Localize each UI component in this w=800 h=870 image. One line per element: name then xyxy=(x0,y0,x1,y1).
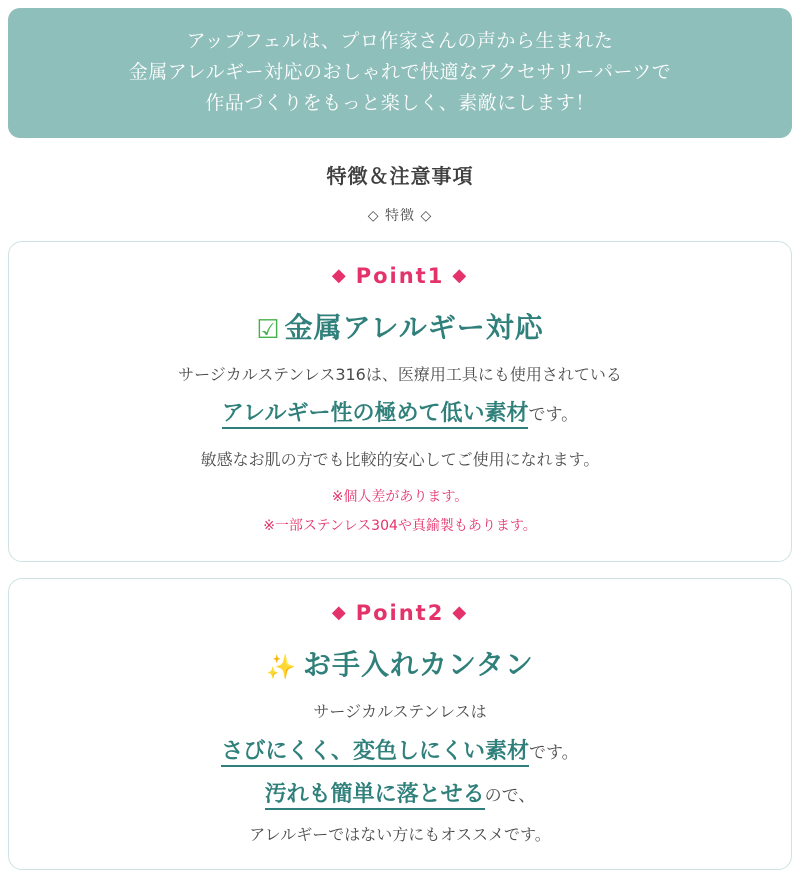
white-check-mark-icon: ☑ xyxy=(256,315,281,346)
point1-line3: 敏感なお肌の方でも比較的安心してご使用になれます。 xyxy=(200,450,600,470)
point1-note-2: ※一部ステンレス304や真鍮製もあります。 xyxy=(263,517,537,534)
point2-highlight-1: さびにくく、変色しにくい素材 xyxy=(221,739,529,767)
point1-label-text: Point1 xyxy=(355,264,445,289)
hero-banner xyxy=(8,8,792,138)
point2-highlight-line-2 xyxy=(25,777,775,808)
point2-headline xyxy=(25,643,775,683)
point2-headline-text: お手入れカンタン xyxy=(303,647,534,681)
point2-label xyxy=(25,601,775,625)
section-title: 特徴＆注意事項 xyxy=(326,164,474,189)
diamond-left-icon: ◆ xyxy=(331,601,348,623)
point2-highlight-2-suffix: ので、 xyxy=(484,785,536,806)
page-root xyxy=(0,8,800,844)
hero-line-2: 金属アレルギー対応のおしゃれで快適なアクセサリーパーツで xyxy=(128,60,672,83)
point1-highlight-suffix: です。 xyxy=(528,404,579,425)
point1-card xyxy=(8,241,792,561)
point2-line1: サージカルステンレスは xyxy=(313,701,487,721)
sparkles-icon: ✨ xyxy=(266,652,297,681)
point1-note-1: ※個人差があります。 xyxy=(331,488,469,505)
point2-line4: アレルギーではない方にもオススメです。 xyxy=(249,824,551,844)
section-subtitle: ◇ 特徴 ◇ xyxy=(367,208,433,225)
point1-headline xyxy=(25,306,775,346)
point1-line1: サージカルステンレス316は、医療用工具にも使用されている xyxy=(178,365,622,385)
diamond-right-icon: ◆ xyxy=(452,265,469,287)
hero-line-1: アップフェルは、プロ作家さんの声から生まれた xyxy=(186,30,614,52)
point2-card xyxy=(8,578,792,870)
point2-highlight-line-1 xyxy=(25,734,775,765)
diamond-right-icon: ◆ xyxy=(452,601,469,623)
point1-highlight: アレルギー性の極めて低い素材 xyxy=(222,401,529,429)
point2-label-text: Point2 xyxy=(355,600,445,625)
hero-line-3: 作品づくりをもっと楽しく、素敵にします！ xyxy=(205,91,595,114)
point1-label xyxy=(25,264,775,288)
point2-highlight-1-suffix: です。 xyxy=(528,742,579,763)
point1-headline-text: 金属アレルギー対応 xyxy=(284,311,544,345)
diamond-left-icon: ◆ xyxy=(331,265,348,287)
point1-highlight-line xyxy=(25,396,775,431)
point2-highlight-2: 汚れも簡単に落とせる xyxy=(265,782,485,810)
